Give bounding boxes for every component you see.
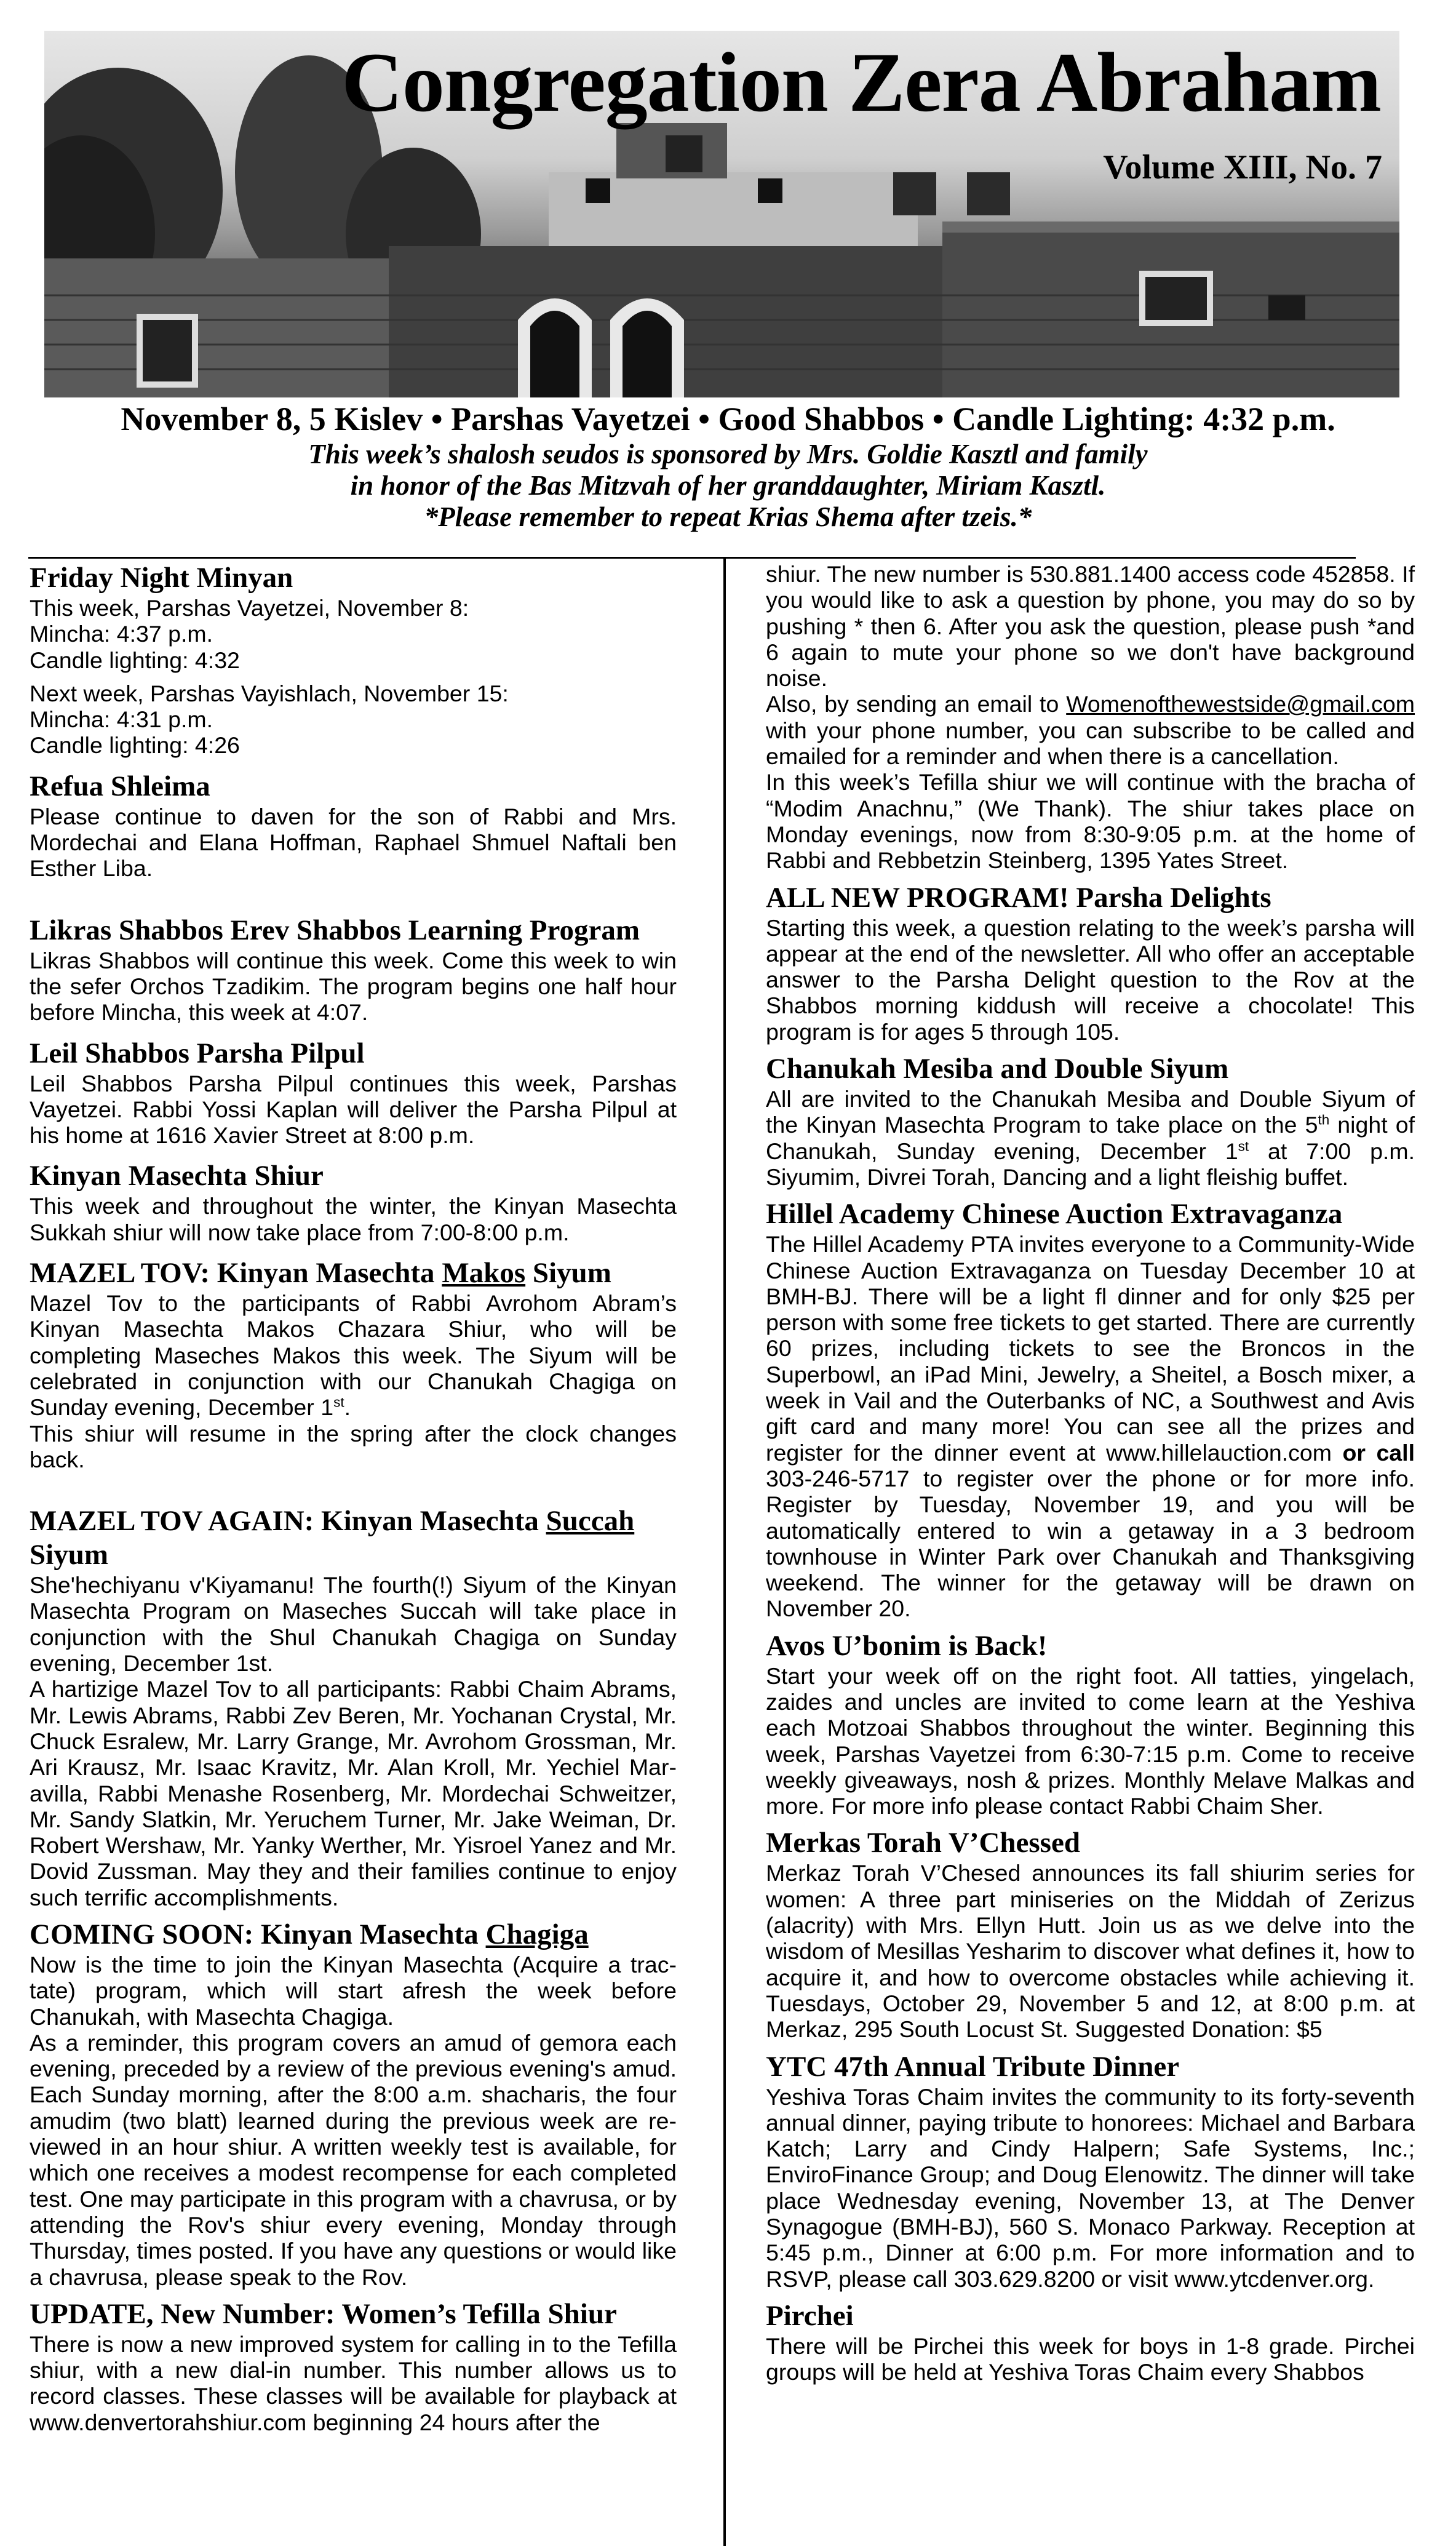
schedule-line: This week, Parshas Vayetzei, November 8: xyxy=(30,595,469,621)
horizontal-divider xyxy=(28,557,1356,559)
schedule-line: Candle lighting: 4:26 xyxy=(30,732,240,759)
participant-list: A hartizige Mazel Tov to all participants: Rabbi Chaim Abrams, Mr. Lewis Abrams, Rabbi Zev Beren, Mr. Yochanan Crystal, Mr. Chuck Esralew, Mr. Larry Grange, Mr. Avrohom Grossman, Mr. Ari Krausz, Mr. Isaac Kravitz, Mr. Alan Kroll, Mr. Yechiel Mar-avilla, Rabbi Menashe Rosenberg, Mr. Mordechai Schweitzer, Mr. Sandy Slatkin, Mr. Yeruchem Turner, Mr. Jake Weiman, Dr. Robert Wershaw, Mr. Yanky Werther, Mr. Yisroel Yanez and Mr. Dovid Zussman. May they and their families continue to enjoy such terrific accomplishments. xyxy=(30,1676,677,1910)
hillel-auction-section xyxy=(766,1197,1415,1621)
section-body: Leil Shabbos Parsha Pilpul continues this week, Parshas Vayetzei. Rabbi Yossi Kaplan will deliver the Parsha Pilpul at his home at 1616 Xavier Street at 8:00 p.m. xyxy=(30,1070,677,1149)
left-column xyxy=(30,561,677,2435)
section-body: She'hechiyanu v'Kiyamanu! The fourth(!) Siyum of the Kinyan Masechta Program on Maseches Succah will take place in conjunction with the Shul Chanukah Chagiga on Sunday evening, December 1st. xyxy=(30,1572,677,1677)
section-heading: Kinyan Masechta Shiur xyxy=(30,1160,324,1192)
column-divider xyxy=(723,557,726,2546)
section-body: Starting this week, a question relating to the week’s parsha will appear at the end of the newsletter. All who offer an acceptable answer to the Parsha Delight question to the Rov at the Shabbos morning kiddush will receive a chocolate! This program is for ages 5 through 105. xyxy=(766,914,1415,1045)
section-heading: Likras Shabbos Erev Shabbos Learning Program xyxy=(30,914,640,946)
chagiga-coming-soon-section xyxy=(30,1918,677,2290)
right-column xyxy=(766,561,1415,2385)
schedule-line: Mincha: 4:37 p.m. xyxy=(30,621,213,647)
dateline: November 8, 5 Kislev • Parshas Vayetzei • Good Shabbos • Candle Lighting: 4:32 p.m. xyxy=(121,401,1335,437)
section-heading: Friday Night Minyan xyxy=(30,562,293,594)
section-body: Please continue to daven for the son of Rabbi and Mrs. Mordechai and Elana Hoffman, Raphael Shmuel Naftali ben Esther Liba. xyxy=(30,803,677,882)
section-heading: ALL NEW PROGRAM! Parsha Delights xyxy=(766,881,1271,914)
ytc-dinner-section xyxy=(766,2050,1415,2292)
chanukah-mesiba-section xyxy=(766,1052,1415,1190)
section-body: Merkaz Torah V’Chesed announces its fall shiurim series for women: A three part miniseries on the Middah of Zerizus (alacrity) with Mrs. Ellyn Hutt. Join us as we delve into the wisdom of Mesillas Yesharim to discover what defines it, how to acquire it, and how to overcome obstacles while achieving it. Tuesdays, October 29, November 5 and 12, at 8:00 p.m. at Merkaz, 295 South Locust St. Suggested Donation: $5 xyxy=(766,1860,1415,2043)
section-body: Likras Shabbos will continue this week. Come this week to win the sefer Orchos Tzadikim. The program begins one half hour before Mincha, this week at 4:07. xyxy=(30,947,677,1026)
kinyan-masechta-shiur-section xyxy=(30,1159,677,1245)
section-body: Yeshiva Toras Chaim invites the community to its forty-seventh annual dinner, paying tribute to honorees: Michael and Barbara Katch; Larry and Cindy Halpern; Safe Systems, Inc.; EnviroFinance Group; and Doug Elenowitz. The dinner will take place Wednesday evening, November 13, at The Denver Synagogue (BMH-BJ), 560 S. Monaco Parkway. Reception at 5:45 p.m., Dinner at 6:00 p.m. For more information and to RSVP, please call 303.629.8200 or visit www.ytcdenver.org. xyxy=(766,2083,1415,2292)
schedule-line: Mincha: 4:31 p.m. xyxy=(30,706,213,733)
avos-ubonim-section xyxy=(766,1629,1415,1819)
section-body: All are invited to the Chanukah Mesiba and Double Siyum of the Kinyan Masechta Program to take place on the 5th night of Chanukah, Sunday evening, December 1st at 7:00 p.m. Siyumim, Divrei Torah, Dancing and a light fleishig buffet. xyxy=(766,1086,1415,1190)
leil-shabbos-section xyxy=(30,1037,677,1149)
schedule-line: Candle lighting: 4:32 xyxy=(30,647,240,673)
parsha-delights-section xyxy=(766,881,1415,1045)
pirchei-section xyxy=(766,2299,1415,2385)
section-body: shiur. The new number is 530.881.1400 access code 452858. If you would like to ask a question by phone, you may do so by pushing * then 6. After you ask the question, please push *and 6 again to mute your phone so we don't have background noise. xyxy=(766,561,1415,692)
section-heading: COMING SOON: Kinyan Masechta Chagiga xyxy=(30,1918,589,1950)
succah-siyum-section xyxy=(30,1504,677,1910)
refua-shleima-section xyxy=(30,770,677,882)
volume-number: Volume XIII, No. 7 xyxy=(1103,148,1382,186)
sponsor-line-2: in honor of the Bas Mitzvah of her granddaughter, Miriam Kasztl. xyxy=(350,470,1106,501)
section-body: There will be Pirchei this week for boys in 1-8 grade. Pirchei groups will be held at Yeshiva Toras Chaim every Shabbos xyxy=(766,2333,1415,2385)
section-heading: Refua Shleima xyxy=(30,770,210,802)
tefilla-shiur-continued xyxy=(766,561,1415,874)
section-heading: Leil Shabbos Parsha Pilpul xyxy=(30,1037,365,1069)
friday-night-minyan-section xyxy=(30,561,677,759)
section-heading: YTC 47th Annual Tribute Dinner xyxy=(766,2050,1180,2083)
section-body: Also, by sending an email to Womenofthewestside@gmail.com with your phone number, you can subscribe to be called and emailed for a reminder and when there is a cancellation. xyxy=(766,691,1415,770)
section-body: The Hillel Academy PTA invites everyone to a Community-Wide Chinese Auction Extravaganza on Tuesday December 10 at BMH-BJ. There will be a light fl dinner and for only $25 per person with some free tickets to get started. There are currently 60 prizes, including tickets to see the Broncos in the Superbowl, an iPad Mini, Jewelry, a Sheitel, a Bosch mixer, a week in Vail and the Outerbanks of NC, a Southwest and Avis gift card and many more! You can see all the prizes and register for the dinner event at www.hillelauction.com or call 303-246-5717 to register over the phone or for more info. Register by Tuesday, November 19, and you will be automatically entered to win a getaway in a 3 bedroom townhouse in Winter Park over Chanukah and Thanksgiving weekend. The winner for the getaway will be drawn on November 20. xyxy=(766,1231,1415,1622)
section-body: There is now a new improved system for calling in to the Tefilla shiur, with a new dial-in number. This number allows us to record classes. These classes will be available for playback at www.denvertorahshiur.com beginning 24 hours after the xyxy=(30,2331,677,2435)
likras-shabbos-section xyxy=(30,914,677,1026)
section-heading: MAZEL TOV AGAIN: Kinyan Masechta Succah Siyum xyxy=(30,1505,635,1571)
masthead-photo xyxy=(44,31,1399,397)
section-body: This week and throughout the winter, the Kinyan Masechta Sukkah shiur will now take place from 7:00-8:00 p.m. xyxy=(30,1193,677,1245)
section-body: Now is the time to join the Kinyan Masechta (Acquire a trac-tate) program, which will start afresh the week before Chanukah, with Masechta Chagiga. xyxy=(30,1951,677,2030)
sponsor-notice xyxy=(0,439,1456,533)
krias-shema-reminder: *Please remember to repeat Krias Shema after tzeis.* xyxy=(424,501,1032,532)
section-heading: Avos U’bonim is Back! xyxy=(766,1629,1048,1662)
section-body: Start your week off on the right foot. All tatties, yingelach, zaides and uncles are invited to come learn at the Yeshiva each Motzoai Shabbos throughout the winter. Beginning this week, Parshas Vayetzei from 6:30-7:15 p.m. Come to receive weekly giveaways, nosh & prizes. Monthly Melave Malkas and more. For more info please contact Rabbi Chaim Sher. xyxy=(766,1662,1415,1819)
sponsor-line-1: This week’s shalosh seudos is sponsored by Mrs. Goldie Kasztl and family xyxy=(308,439,1148,469)
makos-siyum-section xyxy=(30,1256,677,1472)
section-heading: Pirchei xyxy=(766,2299,854,2332)
section-heading: MAZEL TOV: Kinyan Masechta Makos Siyum xyxy=(30,1257,611,1290)
section-body: Mazel Tov to the participants of Rabbi Avrohom Abram’s Kinyan Masechta Makos Chazara Shiur, who will be completing Maseches Makos this week. The Siyum will be celebrated in conjunction with our Chanukah Chagiga on Sunday evening, December 1st. xyxy=(30,1290,677,1421)
tefilla-shiur-section xyxy=(30,2297,677,2435)
section-body: In this week’s Tefilla shiur we will continue with the bracha of “Modim Anachnu,” (We Thank). The shiur takes place on Monday evenings, now from 8:30-9:05 p.m. at the home of Rabbi and Rebbetzin Steinberg, 1395 Yates Street. xyxy=(766,769,1415,874)
section-heading: Chanukah Mesiba and Double Siyum xyxy=(766,1053,1229,1085)
section-heading: Hillel Academy Chinese Auction Extravaganza xyxy=(766,1198,1343,1231)
schedule-line: Next week, Parshas Vayishlach, November 15: xyxy=(30,680,509,706)
section-heading: Merkas Torah V’Chessed xyxy=(766,1827,1080,1859)
section-body: As a reminder, this program covers an amud of gemora each evening, preceded by a review of the previous evening's amud. Each Sunday morning, after the 8:00 a.m. shacharis, the four amudim (two blatt) learned during the previous week are re-viewed in an hour shiur. A written weekly test is available, for which one receives a modest recompense for each completed test. One may participate in this program with a chavrusa, or by attending the Rov's shiur every evening, Monday through Thursday, times posted. If you have any questions or would like a chavrusa, please speak to the Rov. xyxy=(30,2029,677,2290)
masthead-title: Congregation Zera Abraham xyxy=(341,35,1381,129)
section-body: This shiur will resume in the spring after the clock changes back. xyxy=(30,1420,677,1472)
section-heading: UPDATE, New Number: Women’s Tefilla Shiur xyxy=(30,2297,617,2330)
email-link[interactable]: Womenofthewestside@gmail.com xyxy=(1066,691,1415,717)
merkas-torah-section xyxy=(766,1826,1415,2042)
